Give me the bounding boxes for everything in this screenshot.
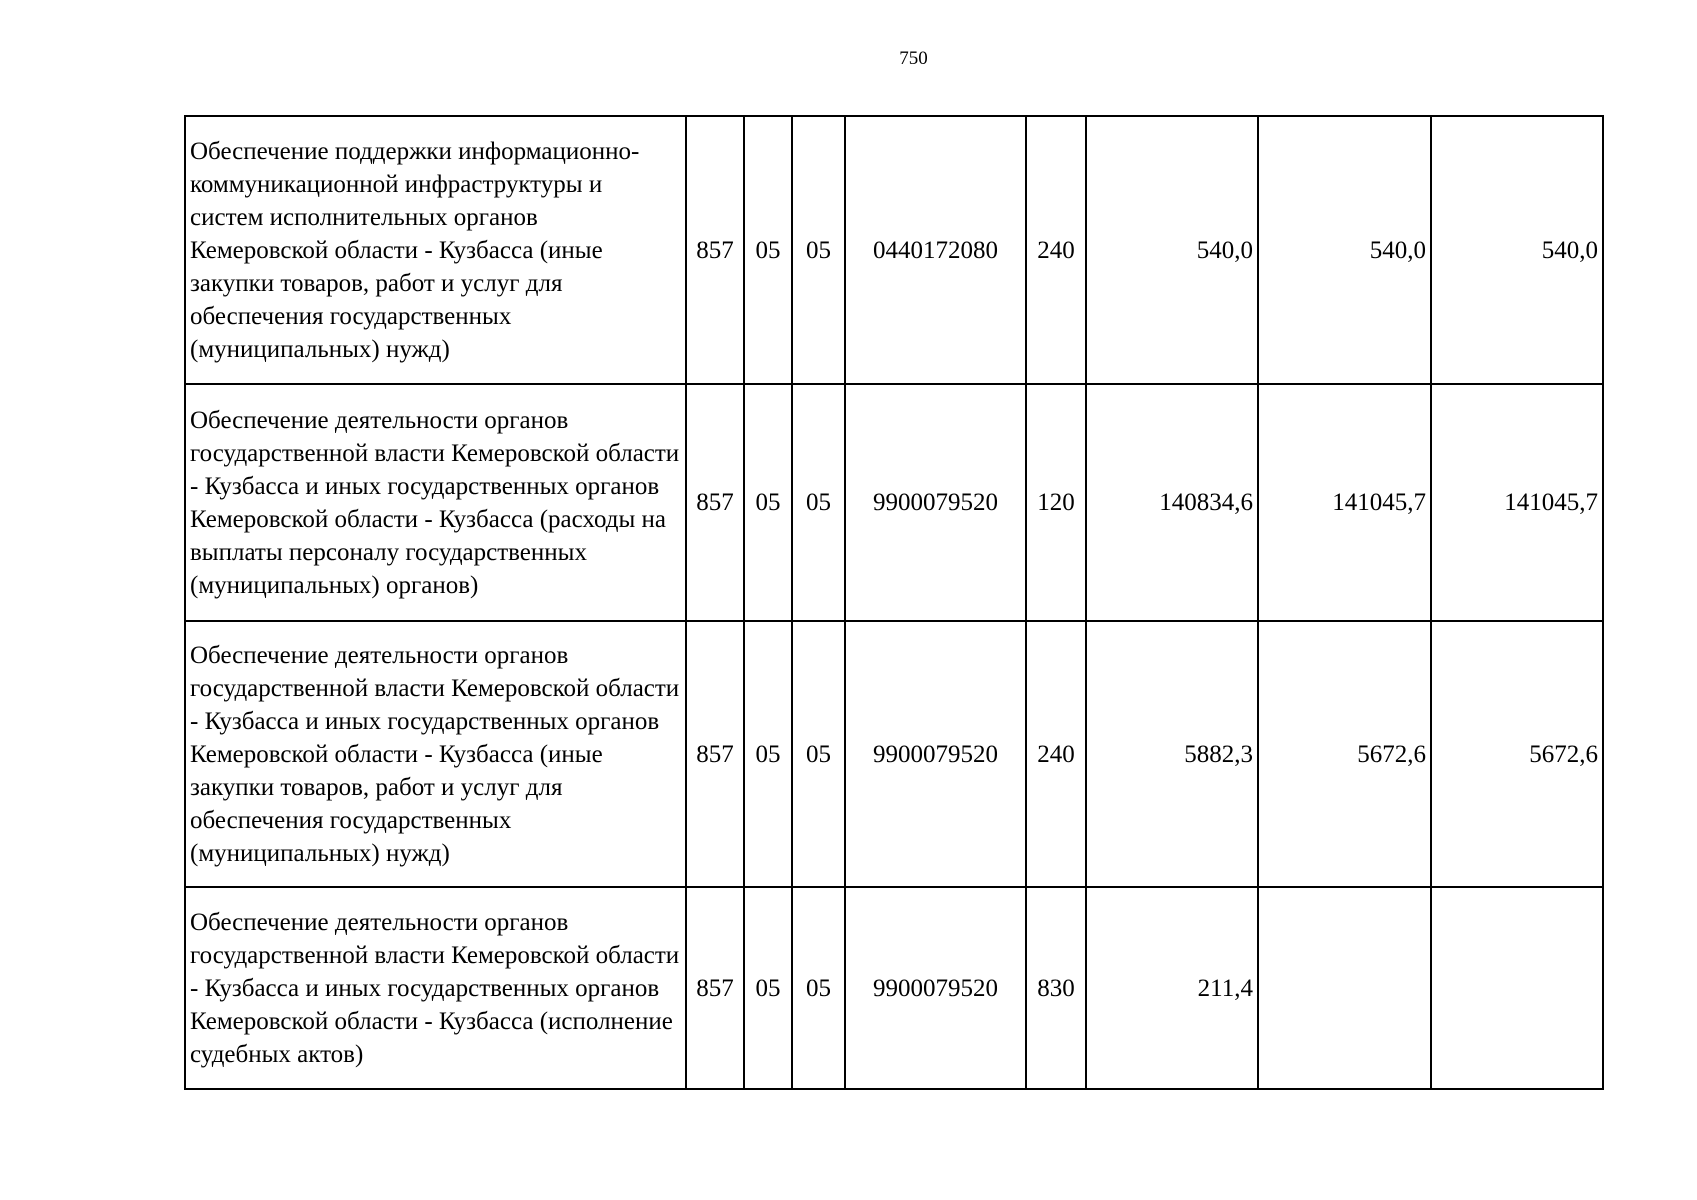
ministry-code: 857 [686,116,744,384]
table-row [185,116,1603,384]
amount-year-2 [1258,887,1431,1089]
amount-year-3: 141045,7 [1431,384,1603,621]
subsection-code: 05 [792,887,845,1089]
expense-type-code: 240 [1026,621,1086,887]
section-code: 05 [744,116,792,384]
table-row [185,384,1603,621]
row-description: Обеспечение деятельности органов государственной власти Кемеровской области - Кузбасса и иных государственных органов Кемеровской области - Кузбасса (исполнение судебных актов) [185,887,686,1089]
page-number: 750 [899,48,928,69]
section-code: 05 [744,621,792,887]
amount-year-3 [1431,887,1603,1089]
subsection-code: 05 [792,384,845,621]
table-row [185,887,1603,1089]
amount-year-3: 5672,6 [1431,621,1603,887]
ministry-code: 857 [686,384,744,621]
target-article-code: 9900079520 [845,887,1026,1089]
subsection-code: 05 [792,621,845,887]
ministry-code: 857 [686,887,744,1089]
amount-year-1: 140834,6 [1086,384,1258,621]
budget-table [184,115,1604,1090]
section-code: 05 [744,384,792,621]
expense-type-code: 240 [1026,116,1086,384]
target-article-code: 0440172080 [845,116,1026,384]
section-code: 05 [744,887,792,1089]
amount-year-2: 5672,6 [1258,621,1431,887]
amount-year-1: 211,4 [1086,887,1258,1089]
amount-year-1: 540,0 [1086,116,1258,384]
target-article-code: 9900079520 [845,384,1026,621]
row-description: Обеспечение деятельности органов государственной власти Кемеровской области - Кузбасса и иных государственных органов Кемеровской области - Кузбасса (расходы на выплаты персоналу государственных (муниципальных) органов) [185,384,686,621]
ministry-code: 857 [686,621,744,887]
row-description: Обеспечение деятельности органов государственной власти Кемеровской области - Кузбасса и иных государственных органов Кемеровской области - Кузбасса (иные закупки товаров, работ и услуг для обеспечения государственных (муниципальных) нужд) [185,621,686,887]
expense-type-code: 830 [1026,887,1086,1089]
table-row [185,621,1603,887]
amount-year-1: 5882,3 [1086,621,1258,887]
expense-type-code: 120 [1026,384,1086,621]
row-description: Обеспечение поддержки информационно-коммуникационной инфраструктуры и систем исполнительных органов Кемеровской области - Кузбасса (иные закупки товаров, работ и услуг для обеспечения государственных (муниципальных) нужд) [185,116,686,384]
subsection-code: 05 [792,116,845,384]
amount-year-3: 540,0 [1431,116,1603,384]
target-article-code: 9900079520 [845,621,1026,887]
amount-year-2: 540,0 [1258,116,1431,384]
amount-year-2: 141045,7 [1258,384,1431,621]
